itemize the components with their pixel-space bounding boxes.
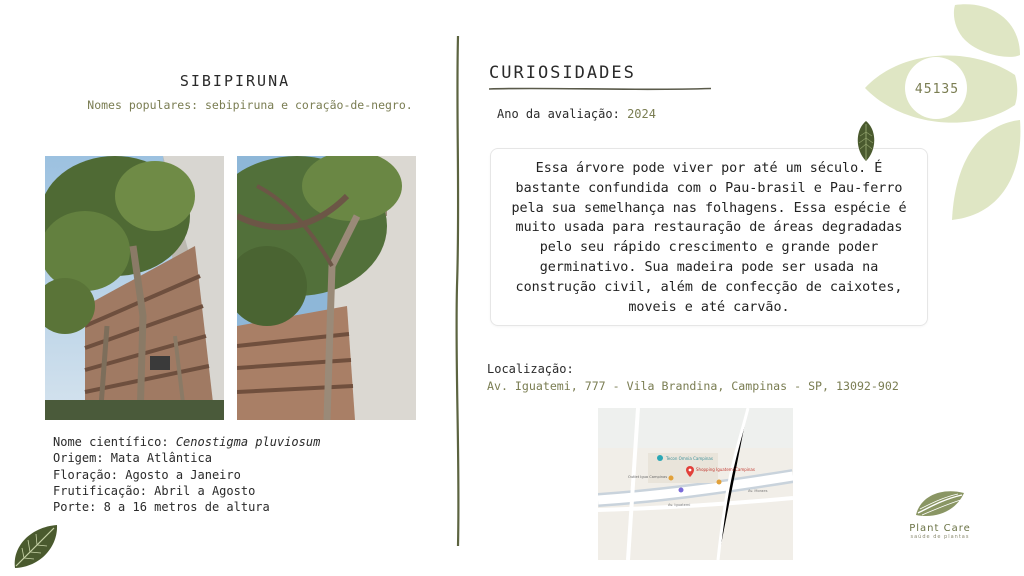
evaluation-year bbox=[497, 107, 656, 121]
popular-names: Nomes populares: sebipiruna e coração-de-negro. bbox=[87, 98, 413, 112]
tree-photo-1 bbox=[45, 156, 224, 420]
plant-title: SIBIPIRUNA bbox=[179, 72, 291, 90]
map-place-1: Tecon Omnia Campinas bbox=[666, 456, 713, 461]
scientific-name-label: Nome científico: bbox=[53, 435, 169, 449]
tree-photo-2 bbox=[237, 156, 416, 420]
origin-row: Origem: Mata Atlântica bbox=[53, 451, 212, 466]
location-label: Localização: bbox=[487, 362, 574, 376]
plant-facts bbox=[53, 434, 320, 515]
scientific-name-row bbox=[53, 434, 320, 450]
map-place-3: Outlet Igua Campinas bbox=[628, 475, 668, 479]
curiosities-heading: CURIOSIDADES bbox=[489, 63, 636, 83]
flowering-row: Floração: Agosto a Janeiro bbox=[53, 467, 241, 482]
curiosities-text: Essa árvore pode viver por até um século. É bastante confundida com o Pau-brasil e Pau-ferro pela sua semelhança nas folhagens. Essa espécie é muito usada para restauração de áreas degradadas pelo seu rápido crescimento e grande poder germinativo. Sua madeira pode ser usada na construção civil, além de confecção de caixotes, moveis e até carvão. bbox=[490, 148, 928, 326]
location-map[interactable] bbox=[598, 408, 793, 560]
brand-tagline: saúde de plantas bbox=[910, 534, 970, 540]
year-value: 2024 bbox=[627, 107, 656, 121]
scientific-name: Cenostigma pluviosum bbox=[175, 435, 321, 449]
fruiting-row: Frutificação: Abril a Agosto bbox=[53, 483, 256, 498]
brand-logo bbox=[900, 487, 980, 543]
heading-underline bbox=[489, 86, 711, 92]
year-label: Ano da avaliação: bbox=[497, 107, 620, 121]
map-road-1: Av. Iguatemi bbox=[668, 503, 691, 507]
corner-leaf-icon bbox=[10, 522, 60, 572]
map-road-2: Av. Moraes bbox=[748, 489, 768, 493]
plant-care-logo-icon bbox=[912, 487, 968, 519]
column-divider bbox=[452, 36, 464, 546]
leaf-icon bbox=[855, 120, 877, 162]
brand-name: Plant Care bbox=[909, 523, 971, 534]
location-address: Av. Iguatemi, 777 - Vila Brandina, Campinas - SP, 13092-902 bbox=[487, 379, 899, 393]
map-place-2: Shopping Iguatemi Campinas bbox=[696, 467, 755, 472]
size-row: Porte: 8 a 16 metros de altura bbox=[53, 500, 270, 515]
record-number: 45135 bbox=[914, 81, 960, 97]
